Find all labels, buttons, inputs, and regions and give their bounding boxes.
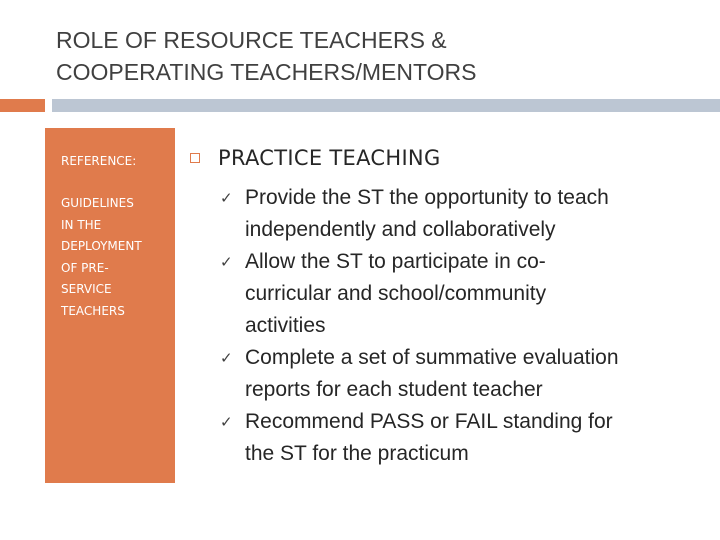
sidebar-guidelines-line: GUIDELINES: [61, 196, 134, 210]
list-item-line: curricular and school/community: [245, 282, 547, 305]
list-item-line: independently and collaboratively: [245, 218, 556, 241]
sidebar-guidelines-line: TEACHERS: [61, 303, 125, 318]
checkmark-icon: ✓: [220, 189, 233, 207]
slide-title-line-1: ROLE OF RESOURCE TEACHERS &: [56, 27, 447, 53]
title-bar-accent: [0, 99, 45, 112]
checklist: [220, 182, 700, 470]
checkmark-icon: ✓: [220, 253, 233, 271]
list-item-line: Allow the ST to participate in co-: [245, 250, 546, 273]
sidebar-guidelines: [61, 193, 169, 322]
sidebar-reference-label: REFERENCE:: [61, 154, 137, 168]
checkmark-icon: ✓: [220, 413, 233, 431]
list-item-line: activities: [245, 314, 326, 337]
list-item: [220, 246, 700, 342]
list-item: [220, 342, 700, 406]
main-heading: PRACTICE TEACHING: [218, 146, 441, 170]
list-item: [220, 182, 700, 246]
slide-title: [56, 24, 676, 88]
checkmark-icon: ✓: [220, 349, 233, 367]
sidebar-guidelines-line: OF PRE-: [61, 260, 109, 275]
list-item-line: the ST for the practicum: [245, 442, 469, 465]
title-bar: [52, 99, 720, 112]
list-item-line: Complete a set of summative evaluation: [245, 346, 619, 369]
sidebar-guidelines-line: SERVICE: [61, 282, 112, 296]
list-item-line: Provide the ST the opportunity to teach: [245, 186, 609, 209]
sidebar-panel: [45, 128, 175, 483]
list-item: [220, 406, 700, 470]
list-item-line: reports for each student teacher: [245, 378, 543, 401]
list-item-line: Recommend PASS or FAIL standing for: [245, 410, 613, 433]
square-bullet-icon: [190, 153, 200, 163]
slide-title-line-2: COOPERATING TEACHERS/MENTORS: [56, 59, 477, 85]
sidebar-guidelines-line: DEPLOYMENT: [61, 239, 142, 253]
sidebar-guidelines-line: IN THE: [61, 217, 102, 232]
